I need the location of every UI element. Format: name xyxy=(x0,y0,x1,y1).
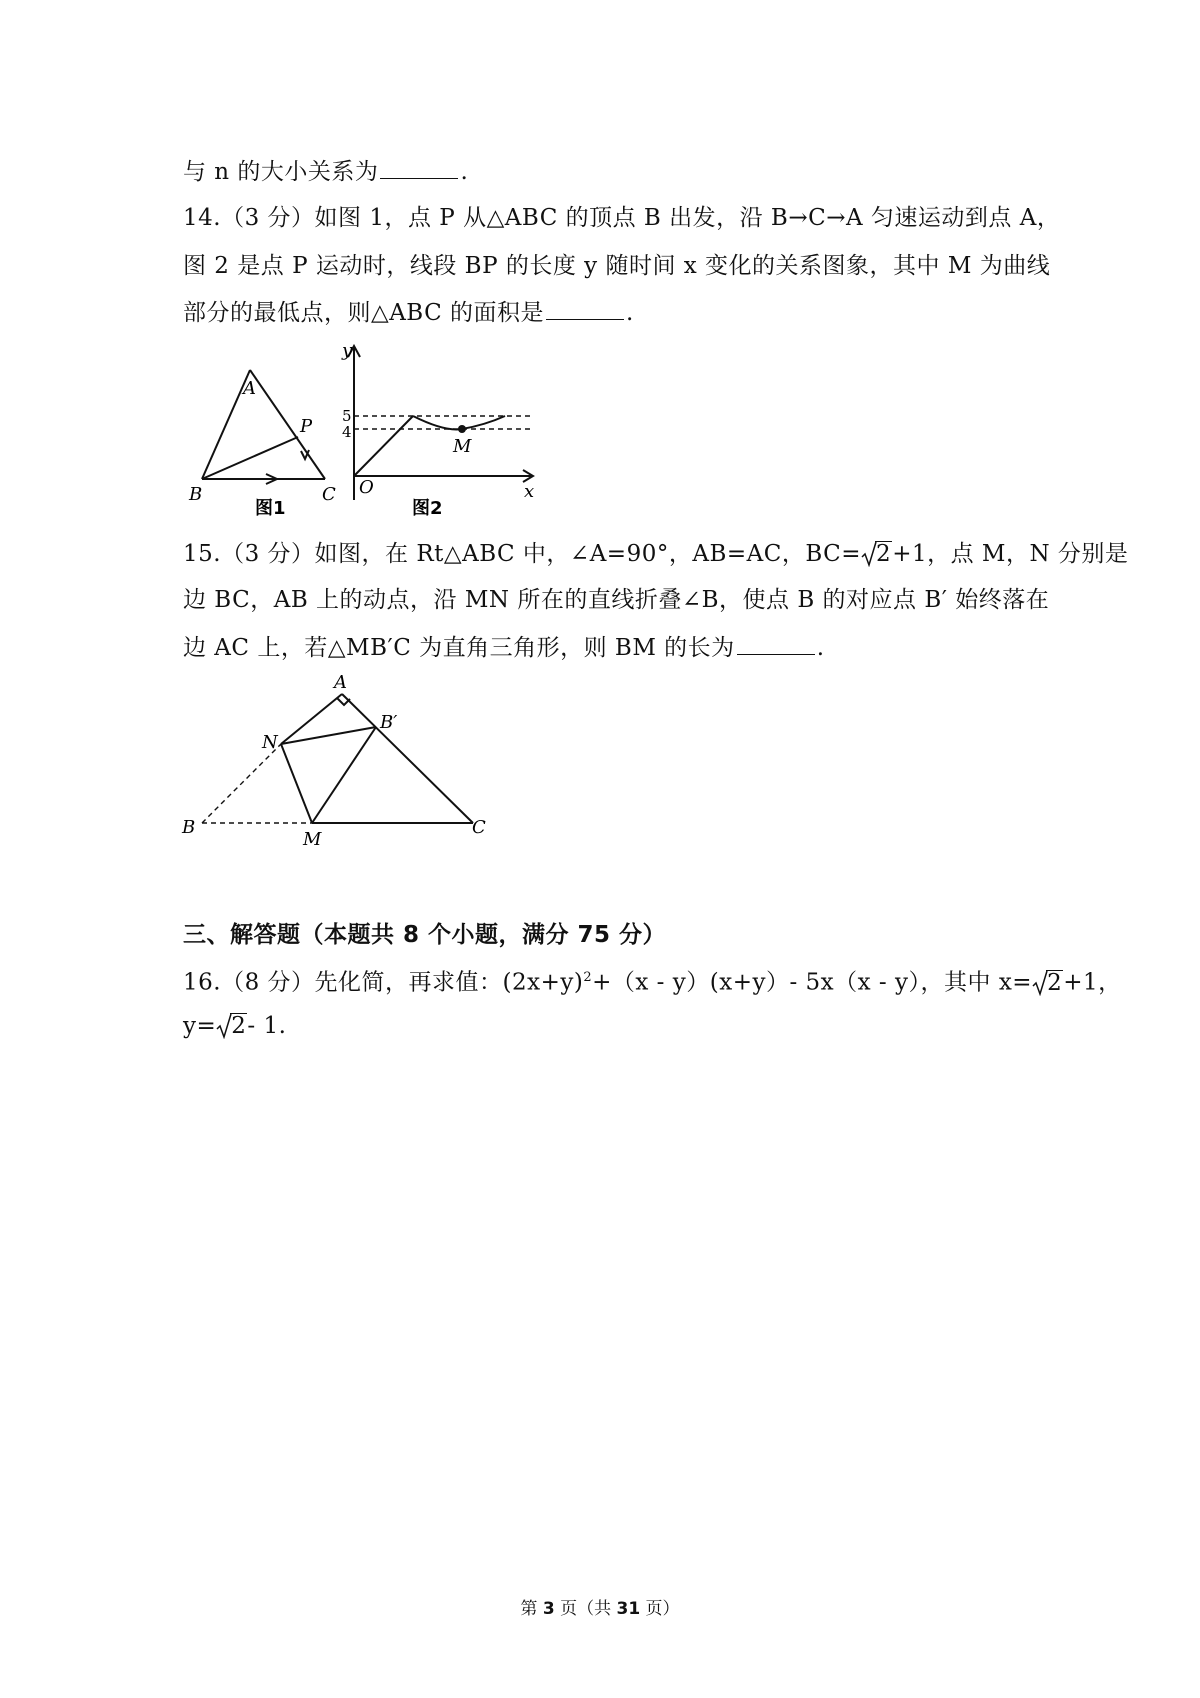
radical-sign xyxy=(861,541,877,567)
radicand: 2 xyxy=(231,1013,247,1039)
fig2-point-m xyxy=(458,425,466,433)
exponent: 2 xyxy=(583,970,593,985)
q16-line-2-text-a: y= xyxy=(183,1013,217,1039)
fig2-label-o: O xyxy=(359,477,374,498)
q14-line-3-text: 部分的最低点，则△ABC 的面积是 xyxy=(183,300,545,326)
q13-tail-text: 与 n 的大小关系为 xyxy=(183,159,379,185)
page-footer xyxy=(0,1594,1200,1619)
q16-line-1-text-c: +1， xyxy=(1063,969,1122,996)
period: . xyxy=(626,300,634,326)
page-number: 3 xyxy=(542,1599,555,1619)
fig2-tick-4: 4 xyxy=(342,423,352,441)
fig3-label-c: C xyxy=(472,817,486,838)
radical-sign xyxy=(1032,970,1048,996)
radical-sign xyxy=(216,1013,232,1039)
fig3-label-b: B xyxy=(182,817,196,838)
fig2-label-m: M xyxy=(453,436,472,457)
q15-line-1 xyxy=(183,538,1129,570)
q15-line-2: 边 BC，AB 上的动点，沿 MN 所在的直线折叠∠B，使点 B 的对应点 B′ 始终落在 xyxy=(183,587,1050,613)
q16-line-1 xyxy=(183,962,1122,999)
footer-prefix: 第 xyxy=(520,1599,543,1619)
fig3-label-a: A xyxy=(334,672,347,693)
fig1-label-c: C xyxy=(322,484,336,505)
q15-line-3 xyxy=(183,632,1028,664)
fig1-label-a: A xyxy=(243,378,256,399)
answer-blank xyxy=(546,297,624,320)
q15-line-1-text-b: +1，点 M，N 分别是 xyxy=(892,541,1129,567)
fig3-label-bprime: B′ xyxy=(380,712,398,733)
section-heading: 三、解答题（本题共 8 个小题，满分 75 分） xyxy=(183,922,667,948)
fig2-label-y: y xyxy=(342,340,353,361)
sqrt-symbol xyxy=(861,538,892,570)
fig1-caption: 图1 xyxy=(255,498,286,519)
footer-middle: 页（共 xyxy=(554,1599,617,1619)
fig2-label-x: x xyxy=(524,481,535,502)
answer-blank xyxy=(380,156,458,179)
period: . xyxy=(460,159,469,185)
total-pages: 31 xyxy=(616,1599,641,1619)
fig3-label-n: N xyxy=(262,732,278,753)
q14-line-3 xyxy=(183,297,1028,329)
q16-line-1-text-b: +（x - y）(x+y）- 5x（x - y），其中 x= xyxy=(592,969,1033,996)
q16-line-2-text-b: - 1. xyxy=(247,1013,287,1039)
radicand: 2 xyxy=(1047,969,1063,996)
footer-suffix: 页） xyxy=(640,1599,680,1619)
sqrt-symbol xyxy=(216,1010,247,1042)
fig3-label-m: M xyxy=(303,829,322,850)
q14-line-1: 14.（3 分）如图 1，点 P 从△ABC 的顶点 B 出发，沿 B→C→A 匀速运动到点 A， xyxy=(183,205,1061,231)
sqrt-symbol xyxy=(1032,967,1063,999)
fig2-tick-5: 5 xyxy=(342,407,352,425)
q16-line-1-text-a: 16.（8 分）先化简，再求值：(2x+y) xyxy=(183,969,584,996)
q13-tail xyxy=(183,156,1028,188)
q15-line-3-text: 边 AC 上，若△MB′C 为直角三角形，则 BM 的长为 xyxy=(183,635,735,661)
q14-line-2: 图 2 是点 P 运动时，线段 BP 的长度 y 随时间 x 变化的关系图象，其中 M 为曲线 xyxy=(183,253,1051,279)
fig1-label-p: P xyxy=(300,416,313,437)
radicand: 2 xyxy=(876,541,892,567)
q14-figures xyxy=(0,330,560,530)
fig2-caption: 图2 xyxy=(412,498,443,519)
answer-blank xyxy=(737,632,815,655)
fig1-label-b: B xyxy=(189,484,203,505)
q16-line-2 xyxy=(183,1010,1028,1042)
q15-line-1-text-a: 15.（3 分）如图，在 Rt△ABC 中，∠A=90°，AB=AC，BC= xyxy=(183,541,862,567)
fig3-solid-lines xyxy=(281,694,473,823)
figure-2-graph xyxy=(348,346,533,500)
q15-figure xyxy=(0,670,520,850)
period: . xyxy=(816,635,825,661)
